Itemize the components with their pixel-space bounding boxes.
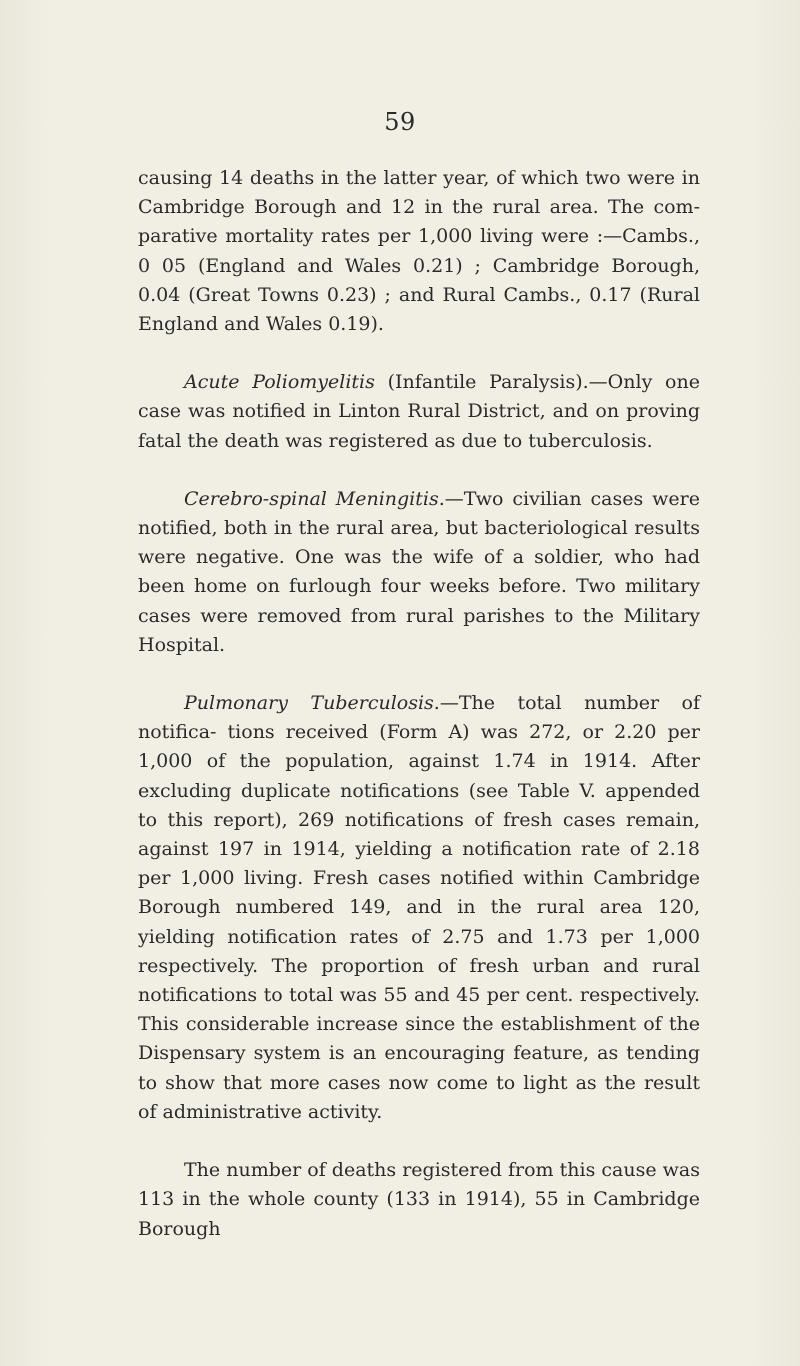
paragraph-gap [138, 339, 700, 368]
paragraph-text: (Infantile Paralysis).—Only one case was notified in Linton Rural District, and on proving fatal the death was registered as due to tuberculosis. [138, 371, 700, 452]
section-heading: Acute Poliomyelitis [184, 371, 375, 394]
paragraph-gap [138, 660, 700, 689]
paragraph-pulmonary-tuberculosis [138, 689, 700, 1127]
paragraph-text: .—Two civilian cases were notified, both in the rural area, but bacteriological results were negative. One was the wife of a soldier, who had been home on furlough four weeks before. Two military cases were removed from rural parishes to the Military Hospital. [138, 487, 700, 656]
page-body [138, 164, 700, 1244]
paragraph-deaths-registered: The number of deaths registered from this cause was 113 in the whole county (133 in 1914), 55 in Cambridge Borough [138, 1159, 700, 1240]
paragraph-text: .—The total number of notifica- tions received (Form A) was 272, or 2.20 per 1,000 of the population, against 1.74 in 1914. After excluding duplicate notifications (see Table V. appended to this report), 269 notifications of fresh cases remain, against 197 in 1914, yielding a notification rate of 2.18 per 1,000 living. Fresh cases notified within Cambridge Borough numbered 149, and in the rural area 120, yielding notification rates of 2.75 and 1.73 per 1,000 respectively. The proportion of fresh urban and rural notifications to total was 55 and 45 per cent. respectively. This considerable increase since the establishment of the Dispensary system is an encouraging feature, as tending to show that more cases now come to light as the result of administrative activity. [138, 692, 700, 1123]
section-heading: Cerebro-spinal Meningitis [184, 487, 439, 510]
page-number: 59 [384, 108, 416, 136]
paragraph-mortality-rates: causing 14 deaths in the latter year, of which two were in Cambridge Borough and 12 in the rural area. The com- parative mortality rates per 1,000 living were :—Cambs., 0 05 (England and Wales 0.21) ; Cambridge Borough, 0.04 (Great Towns 0.23) ; and Rural Cambs., 0.17 (Rural England and Wales 0.19). [138, 167, 700, 336]
paragraph-gap [138, 456, 700, 485]
paragraph-acute-poliomyelitis [138, 368, 700, 456]
paragraph-cerebro-spinal-meningitis [138, 485, 700, 660]
section-heading: Pulmonary Tuberculosis [184, 692, 434, 715]
paragraph-gap [138, 1127, 700, 1156]
